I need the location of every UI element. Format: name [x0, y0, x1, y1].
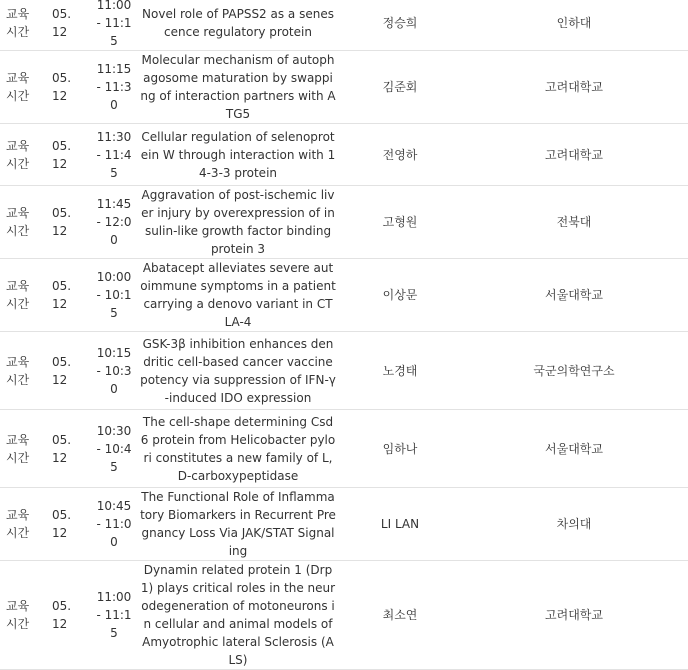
type-cell: 교육시간 — [0, 124, 46, 186]
type-cell: 교육시간 — [0, 259, 46, 332]
type-cell: 교육시간 — [0, 488, 46, 561]
organization-cell: 차의대 — [460, 488, 688, 561]
organization-cell: 전북대 — [460, 186, 688, 259]
presenter-cell: 정승희 — [340, 0, 460, 51]
organization-cell: 국군의학연구소 — [460, 332, 688, 410]
title-cell: The Functional Role of Inflammatory Biomarkers in Recurrent Pregnancy Loss Via JAK/STAT Signaling — [136, 488, 340, 561]
date-cell: 05.12 — [46, 332, 92, 410]
table-row — [0, 259, 688, 332]
organization-cell: 서울대학교 — [460, 410, 688, 488]
time-cell: 10:00 - 10:15 — [92, 259, 136, 332]
date-cell: 05.12 — [46, 0, 92, 51]
table-row — [0, 488, 688, 561]
organization-cell: 인하대 — [460, 0, 688, 51]
title-cell: GSK-3β inhibition enhances dendritic cell-based cancer vaccine potency via suppression of IFN-γ-induced IDO expression — [136, 332, 340, 410]
presenter-cell: 최소연 — [340, 561, 460, 670]
time-cell: 10:30 - 10:45 — [92, 410, 136, 488]
date-cell: 05.12 — [46, 410, 92, 488]
presenter-cell: 고형원 — [340, 186, 460, 259]
title-cell: Cellular regulation of selenoprotein W through interaction with 14-3-3 protein — [136, 124, 340, 186]
title-cell: Abatacept alleviates severe autoimmune symptoms in a patient carrying a denovo variant in CTLA-4 — [136, 259, 340, 332]
title-cell: Molecular mechanism of autophagosome maturation by swapping of interaction partners with ATG5 — [136, 51, 340, 124]
presenter-cell: 노경태 — [340, 332, 460, 410]
type-cell: 교육시간 — [0, 186, 46, 259]
type-cell: 교육시간 — [0, 0, 46, 51]
table-row — [0, 186, 688, 259]
time-cell: 11:15 - 11:30 — [92, 51, 136, 124]
type-cell: 교육시간 — [0, 410, 46, 488]
presenter-cell: 김준회 — [340, 51, 460, 124]
organization-cell: 고려대학교 — [460, 124, 688, 186]
table-row — [0, 51, 688, 124]
date-cell: 05.12 — [46, 124, 92, 186]
time-cell: 10:15 - 10:30 — [92, 332, 136, 410]
table-row — [0, 0, 688, 51]
time-cell: 11:45 - 12:00 — [92, 186, 136, 259]
table-row — [0, 332, 688, 410]
type-cell: 교육시간 — [0, 561, 46, 670]
date-cell: 05.12 — [46, 259, 92, 332]
presenter-cell: 전영하 — [340, 124, 460, 186]
title-cell: Aggravation of post-ischemic liver injury by overexpression of insulin-like growth factor binding protein 3 — [136, 186, 340, 259]
title-cell: Dynamin related protein 1 (Drp1) plays critical roles in the neurodegeneration of motoneurons in cellular and animal models of Amyotrophic lateral Sclerosis (ALS) — [136, 561, 340, 670]
title-cell: Novel role of PAPSS2 as a senescence regulatory protein — [136, 0, 340, 51]
organization-cell: 서울대학교 — [460, 259, 688, 332]
time-cell: 11:00 - 11:15 — [92, 0, 136, 51]
title-cell: The cell-shape determining Csd6 protein from Helicobacter pylori constitutes a new family of L,D-carboxypeptidase — [136, 410, 340, 488]
time-cell: 10:45 - 11:00 — [92, 488, 136, 561]
date-cell: 05.12 — [46, 488, 92, 561]
time-cell: 11:30 - 11:45 — [92, 124, 136, 186]
presenter-cell: 임하나 — [340, 410, 460, 488]
organization-cell: 고려대학교 — [460, 561, 688, 670]
date-cell: 05.12 — [46, 561, 92, 670]
presenter-cell: LI LAN — [340, 488, 460, 561]
time-cell: 11:00 - 11:15 — [92, 561, 136, 670]
type-cell: 교육시간 — [0, 332, 46, 410]
organization-cell: 고려대학교 — [460, 51, 688, 124]
table-row — [0, 561, 688, 670]
date-cell: 05.12 — [46, 186, 92, 259]
table-row — [0, 124, 688, 186]
presenter-cell: 이상문 — [340, 259, 460, 332]
date-cell: 05.12 — [46, 51, 92, 124]
type-cell: 교육시간 — [0, 51, 46, 124]
table-row — [0, 410, 688, 488]
